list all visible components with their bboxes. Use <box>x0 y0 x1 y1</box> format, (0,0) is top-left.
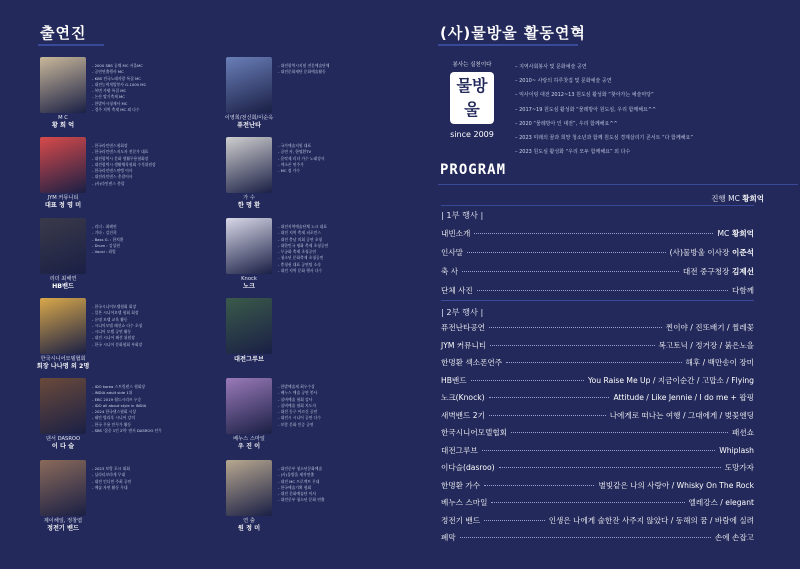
performer-title: 퓨전난타 <box>237 122 261 129</box>
career-item: - 리더 : 최해연 <box>92 224 232 230</box>
program-row <box>441 410 754 421</box>
career-item: - 한국라인댄스협회장 <box>92 143 232 149</box>
history-item: – 지역사회봉사 및 문화예술 공연 <box>515 60 795 74</box>
career-item: - 2024 한국댄스협회 시상 <box>92 409 232 415</box>
logo-mark: 물방울 <box>450 72 494 124</box>
dot-leader <box>484 485 594 486</box>
performer-title: 회장 나나명 외 2명 <box>36 363 90 370</box>
dot-leader <box>462 271 679 272</box>
logo-slogan: 봉사는 실천이다 <box>452 62 492 68</box>
career-item: - 대전 지역 문화 행사 다수 <box>278 268 418 274</box>
performer-title: 원 정 미 <box>237 525 261 532</box>
career-item: - 공연연출행사 MC <box>92 69 232 75</box>
program-person: 김제선 <box>729 267 754 276</box>
program-act: 노크(Knock) <box>441 393 485 402</box>
program-row <box>441 532 754 543</box>
performer-card <box>226 298 416 383</box>
career-item: - IDO korea 스트릿댄스 협회장 <box>92 384 232 390</box>
program-detail: 복고토닉 / 정거장 / 붉은노을 <box>658 340 754 350</box>
career-item: - 실버예술 협회 지도자 <box>278 403 418 409</box>
performer-name <box>34 276 92 291</box>
performer-name <box>220 436 278 451</box>
performer-career-list <box>278 384 418 428</box>
program-row <box>441 285 754 296</box>
dot-leader <box>506 362 681 363</box>
career-item: - 보람 문화 인증 공연 <box>278 422 418 428</box>
program-detail: 도망가자 <box>724 463 754 472</box>
performer-card <box>226 460 416 545</box>
program-detail: 나에게로 떠나는 여행 / 그대에게 / 벚꽃엔딩 <box>609 410 754 420</box>
career-item: - 음악제 리더 가수 노래강사 <box>278 156 418 162</box>
career-item: - 실버예술 협회 강사 <box>278 397 418 403</box>
performer-name <box>220 195 278 210</box>
dot-leader <box>474 233 713 234</box>
career-item: - Vocal : 최열 <box>92 249 232 255</box>
dot-leader <box>467 252 666 253</box>
career-item: - 일본 시니어모델 협회 회장 <box>92 310 232 316</box>
career-item: - SBS '집중 1인 2역' 댄서 DASROO 안무 <box>92 428 232 434</box>
career-item: - Bass G. : 한치환 <box>92 237 232 243</box>
performer-name <box>34 195 92 210</box>
performers-title: 출연진 <box>40 24 87 42</box>
career-item: - 대전 지역 축제 퍼포먼스 <box>278 230 418 236</box>
career-item: - 논산 딸기축제 MC <box>92 94 232 100</box>
career-item: - 대전 인디씬 주최 공연 <box>92 479 232 485</box>
performer-photo <box>226 378 272 434</box>
history-program-page <box>400 0 800 569</box>
career-item: - 유명 모델 교육 활동 <box>92 317 232 323</box>
performer-role: 제이해일, 정창엽 <box>43 518 83 524</box>
performer-role: 리더 최해연 <box>49 276 77 282</box>
career-item: - 대한민국 평화 축제 초청공연 <box>278 243 418 249</box>
performer-card <box>40 460 230 545</box>
performer-role: 한국시니어모델협회 <box>40 356 86 362</box>
performer-card <box>226 218 416 303</box>
career-item: - 닐라티보라게 무대 <box>92 472 232 478</box>
performer-photo <box>226 137 272 193</box>
program-detail: 엘레강스 / elegant <box>688 498 754 507</box>
performer-photo <box>226 298 272 354</box>
program-detail: 패션쇼 <box>731 428 754 437</box>
career-item: - 무궁화 축제 초청공연 <box>278 249 418 255</box>
career-item: - 공연 사, 한명환TV <box>278 149 418 155</box>
performer-role: 댄서 DASROO <box>45 436 81 442</box>
performer-card <box>40 378 230 463</box>
program-divider <box>438 184 798 185</box>
program-detail: 대전 중구청장 김제선 <box>682 267 754 276</box>
host-name: 황희억 <box>742 194 764 203</box>
career-item: - 한밭아시청제사 MC <box>92 101 232 107</box>
program-detail: 해후 / 백만송이 장미 <box>685 358 754 367</box>
performer-name <box>220 276 278 291</box>
title-underline <box>438 44 578 46</box>
performer-role: JYM 커뮤니티 <box>47 195 79 201</box>
program-section-label: | 1부 행사 | <box>441 210 484 220</box>
program-person: 이준석 <box>729 248 754 257</box>
program-act: 한국시니어모델협회 <box>441 428 508 437</box>
program-detail: MC 황희억 <box>717 229 754 238</box>
program-act: 폐막 <box>441 533 456 542</box>
performer-career-list <box>278 143 418 174</box>
performer-career-list <box>278 63 418 76</box>
performer-name <box>34 436 92 451</box>
program-row <box>441 427 754 438</box>
program-detail: 찐이야 / 진또배기 / 찔레꽃 <box>665 323 754 332</box>
career-item: - 대전 동구 어르신 공연 <box>278 409 418 415</box>
mulbangul-logo <box>442 60 502 150</box>
career-item: - (사)물방울 제작연출 <box>278 472 418 478</box>
program-separator <box>441 205 754 206</box>
career-item: - 대전라인댄스 총괄이사 <box>92 174 232 180</box>
career-item: - 태안 방과후 시니어 강의 <box>92 415 232 421</box>
dot-leader <box>491 502 684 503</box>
career-item: - INDIA adult side 1위 <box>92 390 232 396</box>
program-row <box>441 228 754 239</box>
title-underline <box>38 44 104 46</box>
career-item: - 대전 문화예술단 이사 <box>278 491 418 497</box>
performer-photo <box>40 378 86 434</box>
performer-title: 노크 <box>243 283 255 290</box>
performer-role: M C <box>58 115 68 121</box>
performer-career-list <box>92 466 232 491</box>
performer-career-list <box>278 224 418 274</box>
history-item: – 2023 원도심 활성화 “우리 모두 함께해요” 외 다수 <box>515 145 795 159</box>
program-act: 축 사 <box>441 267 459 276</box>
performer-card <box>40 57 230 142</box>
program-act: HB밴드 <box>441 375 467 385</box>
career-item: - 한국라인댄스지도자 전문가 대표 <box>92 149 232 155</box>
performer-photo <box>226 460 272 516</box>
performer-title: 이 다 슬 <box>51 443 75 450</box>
dot-leader <box>471 380 584 381</box>
program-act: 새벽밴드 2기 <box>441 410 485 420</box>
program-row <box>441 515 754 526</box>
program-section-label: | 2부 행사 | <box>441 307 484 317</box>
program-row <box>441 375 754 386</box>
program-act: 이다슬(dasroo) <box>441 463 495 472</box>
career-item: - 한밭예술제 최우수상 <box>278 384 418 390</box>
career-item: - 대전문화재단 문화예술활동 <box>278 69 418 75</box>
dot-leader <box>511 432 728 433</box>
history-item: – 2023 미래의 꿈과 희망 청소년과 함께 원도심 경제살리기 콘서트 “다 함께해요” <box>515 131 795 145</box>
history-item: – 2010~ 사랑의 하루찻집 및 문화예술 공연 <box>515 74 795 88</box>
performer-card <box>226 378 416 463</box>
program-separator <box>441 300 754 301</box>
performer-career-list <box>92 304 232 348</box>
program-act: 한명환 섹소폰연주 <box>441 358 503 367</box>
program-row <box>441 357 754 368</box>
program-act: 퓨전난타공연 <box>441 323 486 332</box>
program-detail: 손에 손잡고 <box>714 533 754 542</box>
performer-photo <box>40 298 86 354</box>
program-row <box>441 392 754 403</box>
program-row <box>441 322 754 333</box>
career-item: - 기타 : 김진희 <box>92 230 232 236</box>
career-item: - 2023 보람 포크 대회 <box>92 466 232 472</box>
career-item: - 한국 시니어 문화협회 부회장 <box>92 342 232 348</box>
program-act: 베누스 스마일 <box>441 498 488 507</box>
history-item: – 익사이팅 대전 2012~13 원도심 활성화 “찾아가는 예술마당” <box>515 88 795 102</box>
performer-name <box>220 356 278 364</box>
performer-name <box>220 518 278 533</box>
program-row <box>441 497 754 508</box>
program-act: 정전기 밴드 <box>441 515 481 525</box>
career-item: - 대전광역시지원 전문예술단체 <box>278 63 418 69</box>
history-item: – 2017~19 원도심 활성화 “물레방아 원도심, 우리 함께해요^^ <box>515 103 795 117</box>
program-detail: 별빛같은 나의 사랑아 / Whisky On The Rock <box>598 480 754 490</box>
dot-leader <box>489 415 606 416</box>
performer-title: 정전기 밴드 <box>46 525 80 532</box>
program-detail: (사)물방울 이사장 이준석 <box>669 248 754 257</box>
performer-role: 이영희/전신회/이순옥 <box>224 115 274 121</box>
career-item: - 시니어 모델 공연 활동 <box>92 329 232 335</box>
performer-photo <box>40 137 86 193</box>
program-row <box>441 340 754 351</box>
career-item: - EBC 2019 월드시리즈 우승 <box>92 397 232 403</box>
program-row <box>441 445 754 456</box>
performer-photo <box>226 57 272 113</box>
career-item: - 대전중부 청소년문화예술 <box>278 466 418 472</box>
career-item: - 국가예술지원 대표 <box>278 143 418 149</box>
performer-career-list <box>278 466 418 504</box>
performer-card <box>226 57 416 142</box>
career-item: - 한국시니어모델협회 회장 <box>92 304 232 310</box>
career-item: - 경주 지역 축제 MC 외 다수 <box>92 107 232 113</box>
performer-card <box>40 218 230 303</box>
program-act: 인사말 <box>441 248 464 257</box>
career-item: - 대전지역예술단체 노크 대표 <box>278 224 418 230</box>
performer-name <box>34 115 92 130</box>
career-item: - 대전광역시 문화 생활무용협회장 <box>92 156 232 162</box>
performer-title: 대전그루브 <box>234 356 264 363</box>
performer-career-list <box>92 143 232 187</box>
performer-career-list <box>92 224 232 255</box>
dot-leader <box>477 290 728 291</box>
performer-title: 우 진 이 <box>237 443 261 450</box>
career-item: - 대전시 시니어 공연 다수 <box>278 415 418 421</box>
program-act: JYM 커뮤니티 <box>441 340 487 350</box>
performer-name <box>220 115 278 130</box>
dot-leader <box>489 327 662 328</box>
program-row <box>441 480 754 491</box>
career-item: - 충청권 대표 공연팀 소속 <box>278 262 418 268</box>
history-title: (사)물방울 활동연혁 <box>440 24 586 42</box>
dot-leader <box>489 397 610 398</box>
program-act: 단체 사진 <box>441 286 473 295</box>
career-item: - 대전능력개발봉사 G-1000 MC <box>92 82 232 88</box>
career-item: - 한국 무용 안무가 활동 <box>92 422 232 428</box>
program-act: 대전그루브 <box>441 445 478 455</box>
performer-name <box>34 356 92 371</box>
program-act: 내빈소개 <box>441 229 471 238</box>
performer-title: 대표 정 영 미 <box>44 202 82 209</box>
performer-name <box>34 518 92 533</box>
career-item: - 한국예술기획 협회 <box>278 485 418 491</box>
career-item: - 예술 자연 활동 무대 <box>92 485 232 491</box>
career-item: - KBS 전국노래자랑 특집 MC <box>92 76 232 82</box>
performer-role: 연 출 <box>243 518 255 524</box>
career-item: - 한국라인댄스연맹 이사 <box>92 168 232 174</box>
performer-title: 황 희 억 <box>51 122 75 129</box>
career-item: - 대전중부 청소년 문화 연출 <box>278 497 418 503</box>
history-item: – 2020 “물레방아 인 대전”, 우리 함께해요^^ <box>515 117 795 131</box>
performer-photo <box>226 218 272 274</box>
performer-role: 베누스 스마일 <box>233 436 265 442</box>
program-row <box>441 266 754 277</box>
career-item: - 복면 가왕 특집 MC <box>92 88 232 94</box>
host-label: 진행 MC <box>711 194 740 203</box>
career-item: - 시니어모델 패션쇼 다수 초청 <box>92 323 232 329</box>
program-person: 황희억 <box>729 229 754 238</box>
career-item: - 대전 시니어 패션 위원장 <box>92 335 232 341</box>
performer-photo <box>40 460 86 516</box>
program-row <box>441 247 754 258</box>
dot-leader <box>490 345 654 346</box>
program-detail: 인생은 나에게 술한잔 사주지 않았다 / 동해의 꿈 / 바람에 실려 <box>548 515 754 525</box>
career-item: - MC 겸 가수 <box>278 168 418 174</box>
performer-role: Knock <box>241 276 257 282</box>
career-item: - 대전광역시 생활체육협회 수석위원장 <box>92 162 232 168</box>
host-line <box>711 193 764 204</box>
program-detail: Whiplash <box>719 445 754 455</box>
performer-career-list <box>92 63 232 113</box>
career-item: - 대전 MC 프로젝트 무대 <box>278 479 418 485</box>
performer-card <box>40 137 230 222</box>
performer-card <box>36 298 230 383</box>
performer-career-list <box>92 384 232 434</box>
program-detail: Attitude / Like Jennie / I do me + 팝핑 <box>613 393 754 402</box>
performer-role: 가 수 <box>243 195 255 201</box>
career-item: - Drum : 김성현 <box>92 243 232 249</box>
career-item: - 베누스 예술 공연 봉사 <box>278 390 418 396</box>
program-row <box>441 462 754 473</box>
performer-photo <box>40 218 86 274</box>
dot-leader <box>460 537 711 538</box>
career-item: - (사)라인댄스 총괄 <box>92 181 232 187</box>
program-act: 한명환 가수 <box>441 480 481 490</box>
career-item: - 섹소폰 연주가 <box>278 162 418 168</box>
career-item: - 대전 충남 의회 공연 초청 <box>278 237 418 243</box>
career-item: - IDO all about style in INDIA <box>92 403 232 409</box>
dot-leader <box>499 467 721 468</box>
performer-title: HB밴드 <box>52 283 74 290</box>
program-title: PROGRAM <box>440 162 507 178</box>
program-detail: 다함께 <box>731 286 754 295</box>
performer-title: 한 명 환 <box>237 202 261 209</box>
career-item: - 청소년 문화축제 초청공연 <box>278 255 418 261</box>
program-detail: You Raise Me Up / 지금이순간 / 고맙소 / Flying <box>588 375 754 385</box>
history-list <box>515 60 795 159</box>
dot-leader <box>482 450 716 451</box>
performer-photo <box>40 57 86 113</box>
performer-card <box>226 137 416 222</box>
dot-leader <box>484 520 545 521</box>
career-item: - 2000 SBS 공채 MC 서울MC <box>92 63 232 69</box>
since-year: since 2009 <box>450 130 494 139</box>
